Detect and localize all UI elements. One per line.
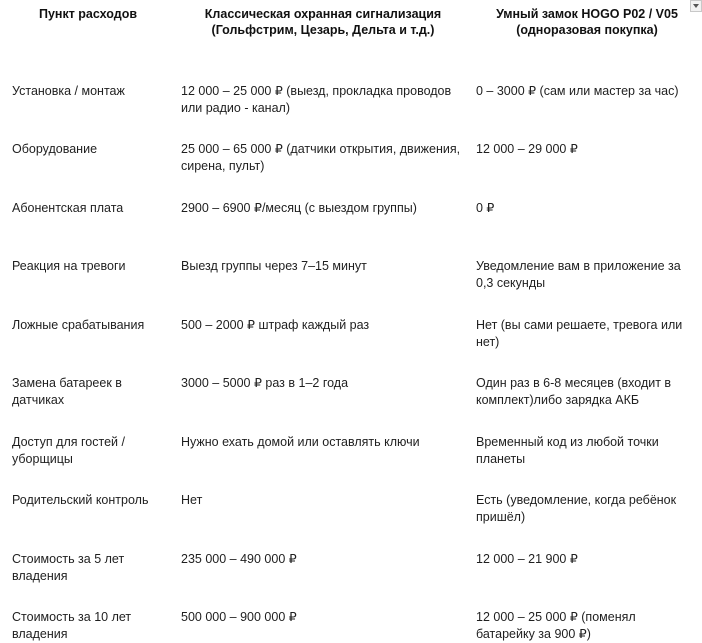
row-smart: Временный код из любой точки планеты [476,435,659,466]
row-smart: 0 ₽ [476,201,495,215]
row-classic: 12 000 – 25 000 ₽ (выезд, прокладка проводов или радио - канал) [181,84,452,115]
row-smart: Один раз в 6-8 месяцев (входит в комплект)либо зарядка АКБ [476,376,672,407]
row-classic: 235 000 – 490 000 ₽ [181,552,297,566]
header-classic-alarm: Классическая охранная сигнализация (Гольфстрим, Цезарь, Дельта и т.д.) [204,7,442,37]
row-classic: 25 000 – 65 000 ₽ (датчики открытия, движения, сирена, пульт) [181,142,461,173]
row-item: Доступ для гостей / уборщицы [12,435,125,466]
chevron-down-icon[interactable] [690,0,702,12]
row-classic: 3000 – 5000 ₽ раз в 1–2 года [181,376,349,390]
row-item: Стоимость за 5 лет владения [12,552,125,583]
row-classic: 500 – 2000 ₽ штраф каждый раз [181,318,370,332]
row-classic: 500 000 – 900 000 ₽ [181,610,297,624]
row-item: Оборудование [12,142,98,156]
row-item: Ложные срабатывания [12,318,145,332]
row-classic: Нужно ехать домой или оставлять ключи [181,435,420,449]
row-smart: 0 – 3000 ₽ (сам или мастер за час) [476,84,679,98]
header-expense-item: Пункт расходов [38,7,138,21]
row-smart: 12 000 – 21 900 ₽ [476,552,578,566]
row-smart: 12 000 – 29 000 ₽ [476,142,578,156]
row-classic: Выезд группы через 7–15 минут [181,259,367,273]
row-smart: 12 000 – 25 000 ₽ (поменял батарейку за 900 ₽) [476,610,636,641]
row-item: Установка / монтаж [12,84,125,98]
row-smart: Есть (уведомление, когда ребёнок пришёл) [476,493,677,524]
row-smart: Уведомление вам в приложение за 0,3 секунды [476,259,681,290]
row-item: Родительский контроль [12,493,149,507]
row-classic: 2900 – 6900 ₽/месяц (с выездом группы) [181,201,417,215]
row-item: Замена батареек в датчиках [12,376,122,407]
row-smart: Нет (вы сами решаете, тревога или нет) [476,318,683,349]
header-smart-lock: Умный замок HOGO P02 / V05 (одноразовая покупка) [496,7,678,37]
row-item: Реакция на тревоги [12,259,126,273]
row-item: Абонентская плата [12,201,124,215]
row-item: Стоимость за 10 лет владения [12,610,132,641]
row-classic: Нет [181,493,203,507]
